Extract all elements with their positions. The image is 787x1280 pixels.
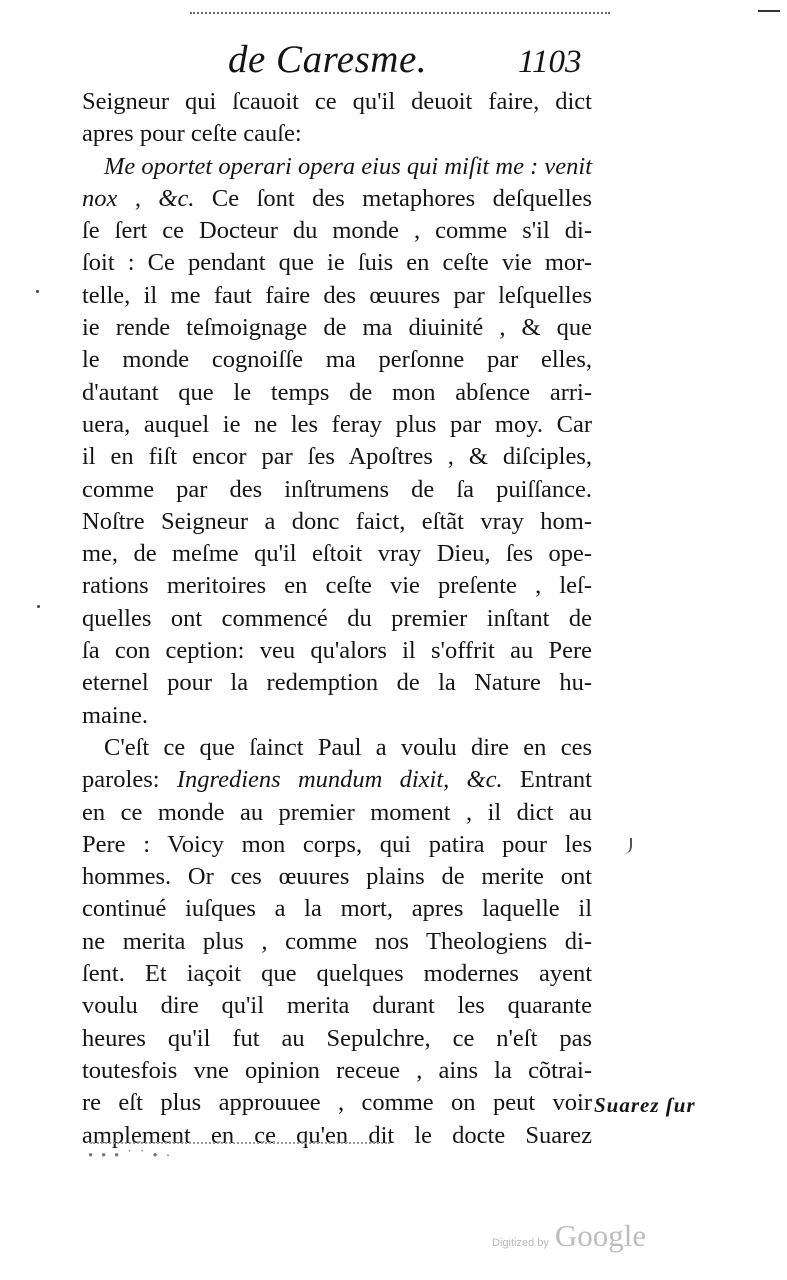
watermark-prefix: Digitized by <box>492 1237 549 1249</box>
ink-speck <box>37 605 40 608</box>
text-line: uera, auquel ie ne les feray plus par moy. Car <box>82 410 592 438</box>
text-line: C'eſt ce que ſainct Paul a voulu dire en ces <box>104 733 592 761</box>
text-line: d'autant que le temps de mon abſence arri- <box>82 378 592 406</box>
text-line: il en fiſt encor par ſes Apoſtres , & diſciples, <box>82 443 592 471</box>
corner-mark <box>758 10 780 12</box>
digitization-watermark <box>492 1218 646 1254</box>
text-line: Pere : Voicy mon corps, qui patira pour les <box>82 830 592 858</box>
text-line <box>82 151 592 183</box>
marginal-note: Suarez ſur <box>594 1093 696 1117</box>
text-line: ſoit : Ce pendant que ie ſuis en ceſte vie mor- <box>82 249 592 277</box>
text-line: toutesfois vne opinion receue , ains la cõtrai- <box>82 1056 592 1084</box>
text-line: heures qu'il fut au Sepulchre, ce n'eſt pas <box>82 1024 592 1052</box>
text-line: rations meritoires en ceſte vie preſente , leſ- <box>82 572 592 600</box>
text-line: ſe ſert ce Docteur du monde , comme s'il di- <box>82 217 592 245</box>
ink-speck <box>36 290 39 293</box>
text-line: maine. <box>82 701 148 729</box>
text-line: paroles: Ingrediens mundum dixit, &c. Entrant <box>82 766 592 794</box>
text-line: re eſt plus approuuee , comme on peut voir <box>82 1089 592 1117</box>
text-line: me, de meſme qu'il eſtoit vray Dieu, ſes ope- <box>82 540 592 568</box>
text-line: hommes. Or ces œuures plains de merite ont <box>82 863 592 891</box>
latin-quotation: Ingrediens mundum dixit, &c. <box>176 766 503 794</box>
text-line: nox , &c. Ce ſont des metaphores deſquelles <box>82 184 592 212</box>
text-line: Noſtre Seigneur a donc faict, eſtãt vray hom- <box>82 507 592 535</box>
margin-tick-mark <box>624 838 632 854</box>
top-decorative-rule <box>190 12 610 14</box>
latin-quotation: nox , &c. <box>82 184 195 212</box>
text-line: quelles ont commencé du premier inſtant de <box>82 604 592 632</box>
text-line: Seigneur qui ſcauoit ce qu'il deuoit faire, dict <box>82 88 592 115</box>
text-line: apres pour ceſte cauſe: <box>82 120 302 148</box>
text-line: ie rende teſmoignage de ma diuinité , & que <box>82 314 592 342</box>
page-number: 1103 <box>518 44 582 80</box>
body-text <box>82 86 592 1152</box>
watermark-logo: Google <box>554 1218 647 1253</box>
text-line: ſent. Et iaçoit que quelques modernes ayent <box>82 960 592 988</box>
text-line: telle, il me faut faire des œuures par leſquelles <box>82 281 592 309</box>
text-line: amplement en ce qu'en dit le docte Suarez <box>82 1121 592 1149</box>
text-line: continué iuſques a la mort, apres laquelle il <box>82 895 592 923</box>
latin-quotation: Me oportet operari opera eius qui miſit me : venit <box>104 152 592 180</box>
text-line: le monde cognoiſſe ma perſonne par elles, <box>82 346 592 374</box>
text-line: voulu dire qu'il merita durant les quarante <box>82 992 592 1020</box>
text-line: comme par des inſtrumens de ſa puiſſance. <box>82 475 592 503</box>
bottom-ink-marks: • • • ˙ ˙ • · <box>88 1148 173 1164</box>
text-line: en ce monde au premier moment , il dict au <box>82 798 592 826</box>
running-head: de Caresme. <box>228 38 428 81</box>
text-line: eternel pour la redemption de la Nature hu- <box>82 669 592 697</box>
text-line: ſa con ception: veu qu'alors il s'offrit au Pere <box>82 637 592 665</box>
text-line: ne merita plus , comme nos Theologiens di- <box>82 927 592 955</box>
bottom-dotted-rule <box>90 1142 390 1144</box>
